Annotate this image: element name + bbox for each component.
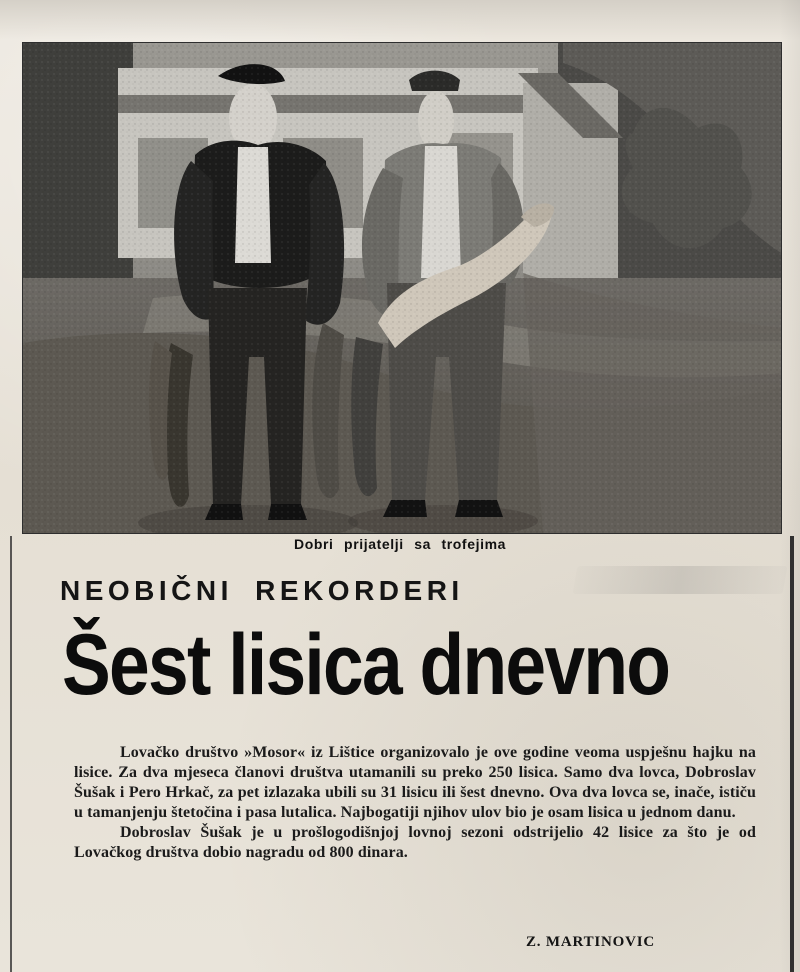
article-photo bbox=[22, 42, 782, 534]
article-paragraph: Dobroslav Šušak je u prošlogodišnjoj lovnoj sezoni odstrijelio 42 lisice za što je od Lovačkog društva dobio nagradu od 800 dinara. bbox=[74, 824, 756, 861]
article-body bbox=[74, 743, 756, 863]
article-kicker: NEOBIČNI REKORDERI bbox=[60, 575, 464, 606]
right-column-rule bbox=[790, 536, 794, 972]
author-signature: Z. MARTINOVIC bbox=[526, 934, 656, 950]
left-column-rule bbox=[10, 536, 12, 972]
photo-caption: Dobri prijatelji sa trofejima bbox=[294, 536, 506, 552]
article-paragraph: Lovačko društvo »Mosor« iz Lištice organizovalo je ove godine veoma uspješnu hajku na lisice. Za dva mjeseca članovi društva utamanili su preko 250 lisica. Samo dva lovca, Dobroslav Šušak i Pero Hrkač, za pet izlazaka ubili su 31 lisicu ili šest dnevno. Ova dva lovca se, inače, ističu u tamanjenju štetočina i pasa lutalica. Najbogatiji njihov ulov bio je osam lisica u jednom danu. bbox=[74, 744, 756, 821]
paper-top-shadow bbox=[0, 0, 800, 40]
reverse-side-bleed bbox=[573, 566, 788, 594]
article-headline: Šest lisica dnevno bbox=[62, 617, 670, 713]
